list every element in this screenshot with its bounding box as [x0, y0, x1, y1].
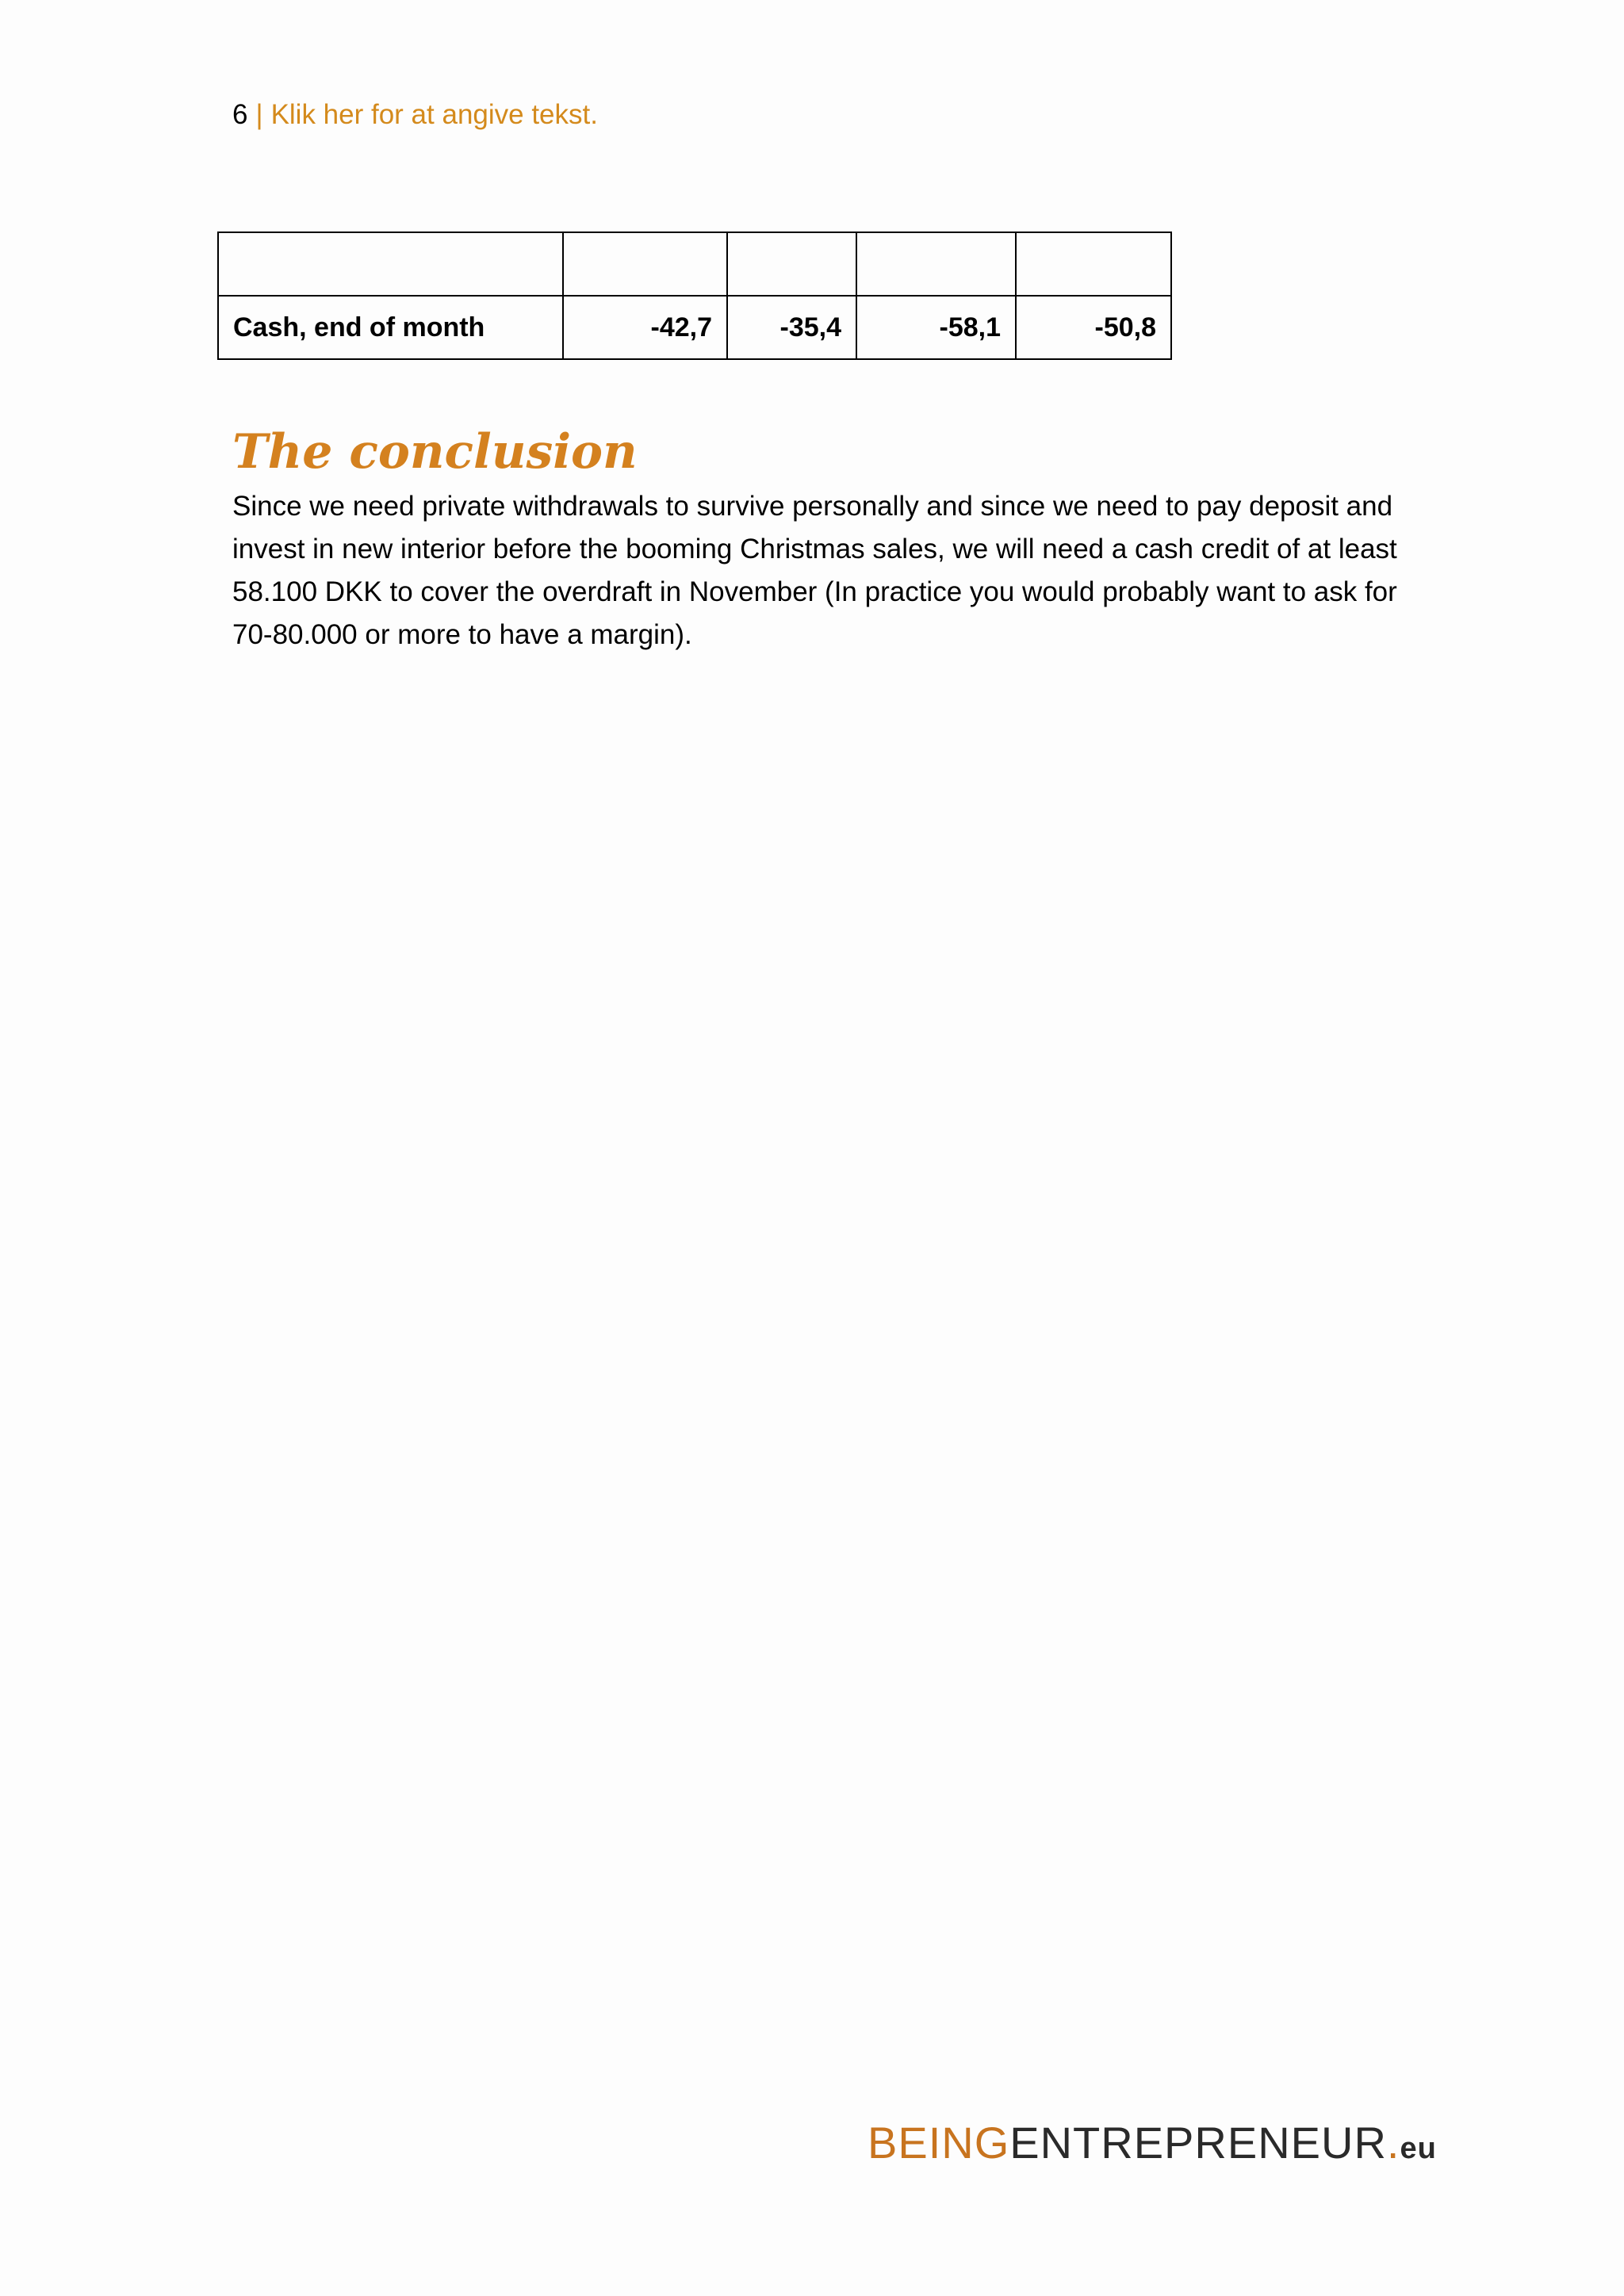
- table-cell: -35,4: [727, 296, 856, 359]
- row-label-cash-end-of-month: Cash, end of month: [218, 296, 563, 359]
- header-separator: |: [255, 99, 263, 130]
- table-cell: [856, 232, 1016, 296]
- page-number: 6: [232, 99, 248, 130]
- table-row: [218, 232, 1171, 296]
- table-cell: [1016, 232, 1171, 296]
- table-cell: [563, 232, 727, 296]
- table-cell: -42,7: [563, 296, 727, 359]
- footer-logo: [868, 2115, 1437, 2176]
- conclusion-heading: The conclusion: [232, 424, 638, 480]
- logo-being: BEING: [868, 2118, 1010, 2168]
- table-cell: [218, 232, 563, 296]
- table-cell: -50,8: [1016, 296, 1171, 359]
- page-header: [232, 95, 598, 135]
- header-placeholder-text: Klik her for at angive tekst.: [270, 99, 598, 130]
- logo-entrepreneur: ENTREPRENEUR: [1009, 2118, 1387, 2168]
- table-cell: -58,1: [856, 296, 1016, 359]
- cash-flow-table: [217, 232, 1172, 360]
- table-row: [218, 296, 1171, 359]
- logo-tld: eu: [1400, 2132, 1437, 2165]
- conclusion-paragraph: Since we need private withdrawals to survive personally and since we need to pay deposit and invest in new interior before the booming Christmas sales, we will need a cash credit of at least 58.100 DKK to cover the overdraft in November (In practice you would probably want to ask for 70-80.000 or more to have a margin).: [232, 491, 1397, 650]
- table-cell: [727, 232, 856, 296]
- logo-dot: .: [1386, 2118, 1400, 2168]
